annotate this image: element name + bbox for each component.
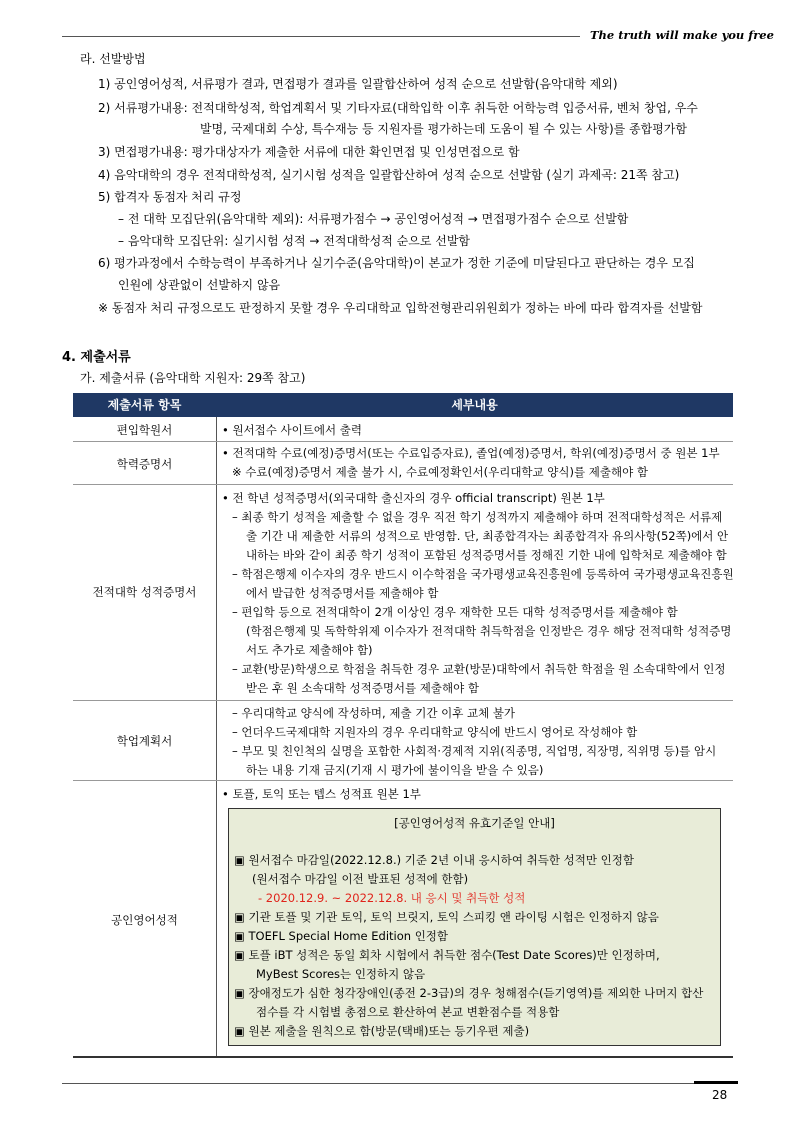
- notice-line: (원서접수 마감일 이전 발표된 성적에 한함): [252, 872, 469, 886]
- notice-line: ▣ 장애정도가 심한 청각장애인(종전 2-3급)의 경우 청해점수(듣기영역)를 제외한 나머지 합산: [234, 986, 704, 1000]
- row-detail: 하는 내용 기재 금지(기재 시 평가에 불이익을 받을 수 있음): [246, 763, 544, 777]
- row-name: 학력증명서: [116, 457, 173, 471]
- row-detail: – 최종 학기 성적을 제출할 수 없을 경우 직전 학기 성적까지 제출해야 하며 전적대학성적은 서류제: [232, 510, 723, 524]
- section-title: 4. 제출서류: [62, 350, 131, 365]
- row-name: 전적대학 성적증명서: [92, 585, 197, 599]
- row-detail: 에서 발급한 성적증명서를 제출해야 함: [246, 586, 439, 600]
- selection-title: 라. 선발방법: [80, 52, 146, 66]
- selection-item: 2) 서류평가내용: 전적대학성적, 학업계획서 및 기타자료(대학입학 이후 취득한 어학능력 입증서류, 벤처 창업, 우수: [98, 101, 698, 115]
- col-header-item: 제출서류 항목: [107, 398, 182, 412]
- row-detail: ※ 수료(예정)증명서 제출 불가 시, 수료예정확인서(우리대학교 양식)를 제출해야 함: [232, 465, 648, 479]
- col-header-detail: 세부내용: [451, 398, 498, 412]
- table-bottom-rule: [73, 1056, 733, 1058]
- row-divider: [73, 484, 733, 485]
- selection-item: 6) 평가과정에서 수학능력이 부족하거나 실기수준(음악대학)이 본교가 정한 기준에 미달된다고 판단하는 경우 모집: [98, 256, 695, 270]
- row-divider: [73, 700, 733, 701]
- row-detail: 출 기간 내 제출한 서류의 성적으로 반영함. 단, 최종합격자는 최종합격자 유의사항(52쪽)에서 안: [246, 529, 729, 543]
- row-detail: – 우리대학교 양식에 작성하며, 제출 기간 이후 교체 불가: [232, 706, 516, 720]
- selection-item: 5) 합격자 동점자 처리 규정: [98, 190, 242, 204]
- notice-line: ▣ 원서접수 마감일(2022.12.8.) 기준 2년 이내 응시하여 취득한 성적만 인정함: [234, 853, 634, 867]
- selection-item: 인원에 상관없이 선발하지 않음: [118, 278, 281, 292]
- row-detail: – 교환(방문)학생으로 학점을 취득한 경우 교환(방문)대학에서 취득한 학점을 원 소속대학에서 인정: [232, 662, 726, 676]
- footer-rule: [62, 1083, 738, 1084]
- notice-line: ▣ 원본 제출을 원칙으로 함(방문(택배)또는 등기우편 제출): [234, 1024, 530, 1038]
- notice-line: ▣ 기관 토플 및 기관 토익, 토익 브릿지, 토익 스피킹 앤 라이팅 시험은 인정하지 않음: [234, 910, 659, 924]
- row-detail: 서도 추가로 제출해야 함): [246, 643, 373, 657]
- row-name: 공인영어성적: [111, 913, 178, 927]
- notice-date-range: - 2020.12.9. ~ 2022.12.8. 내 응시 및 취득한 성적: [258, 891, 526, 905]
- footer-accent-bar: [694, 1081, 738, 1084]
- row-detail: 받은 후 원 소속대학 성적증명서를 제출해야 함: [246, 681, 480, 695]
- notice-line: 점수를 각 시험별 총점으로 환산하여 본교 변환점수를 적용함: [256, 1005, 560, 1019]
- row-divider: [73, 780, 733, 781]
- row-detail: – 부모 및 친인척의 실명을 포함한 사회적·경제적 지위(직종명, 직업명, 직장명, 직위명 등)를 암시: [232, 744, 717, 758]
- row-detail: • 전 학년 성적증명서(외국대학 출신자의 경우 official transcript) 원본 1부: [222, 491, 605, 505]
- row-detail: – 편입학 등으로 전적대학이 2개 이상인 경우 재학한 모든 대학 성적증명서를 제출해야 함: [232, 605, 678, 619]
- notice-title: [공인영어성적 유효기준일 안내]: [394, 816, 555, 830]
- section-subtitle: 가. 제출서류 (음악대학 지원자: 29쪽 참고): [80, 371, 306, 385]
- table-header: [73, 393, 733, 417]
- row-detail: – 학점은행제 이수자의 경우 반드시 이수학점을 국가평생교육진흥원에 등록하여 국가평생교육진흥원: [232, 567, 734, 581]
- selection-item: 1) 공인영어성적, 서류평가 결과, 면접평가 결과를 일괄합산하여 성적 순으로 선발함(음악대학 제외): [98, 77, 618, 91]
- header-rule: [62, 36, 580, 37]
- row-name: 학업계획서: [116, 734, 173, 748]
- selection-item: 발명, 국제대회 수상, 특수재능 등 지원자를 평가하는데 도움이 될 수 있는 사항)를 종합평가함: [200, 122, 687, 136]
- selection-item: 4) 음악대학의 경우 전적대학성적, 실기시험 성적을 일괄합산하여 성적 순으로 선발함 (실기 과제곡: 21쪽 참고): [98, 168, 680, 182]
- column-divider: [216, 417, 217, 1057]
- selection-item: – 음악대학 모집단위: 실기시험 성적 → 전적대학성적 순으로 선발함: [118, 234, 471, 248]
- page-number: 28: [712, 1088, 728, 1102]
- selection-item: 3) 면접평가내용: 평가대상자가 제출한 서류에 대한 확인면접 및 인성면접으로 함: [98, 145, 520, 159]
- notice-line: ▣ TOEFL Special Home Edition 인정함: [234, 929, 449, 943]
- row-detail: • 원서접수 사이트에서 출력: [222, 423, 362, 437]
- selection-note: ※ 동점자 처리 규정으로도 판정하지 못할 경우 우리대학교 입학전형관리위원회가 정하는 바에 따라 합격자를 선발함: [98, 301, 703, 315]
- notice-line: MyBest Scores는 인정하지 않음: [256, 967, 426, 981]
- header-motto: The truth will make you free: [590, 28, 774, 42]
- row-detail: • 토플, 토익 또는 텝스 성적표 원본 1부: [222, 787, 421, 801]
- notice-line: ▣ 토플 iBT 성적은 동일 회차 시험에서 취득한 점수(Test Date Scores)만 인정하며,: [234, 948, 660, 962]
- row-detail: • 전적대학 수료(예정)증명서(또는 수료입증자료), 졸업(예정)증명서, 학위(예정)증명서 중 원본 1부: [222, 446, 720, 460]
- row-detail: 내하는 바와 같이 최종 학기 성적이 포함된 성적증명서를 정해진 기한 내에 입학처로 제출해야 함: [246, 548, 727, 562]
- row-divider: [73, 441, 733, 442]
- row-detail: (학점은행제 및 독학학위제 이수자가 전적대학 취득학점을 인정받은 경우 해당 전적대학 성적증명: [246, 624, 732, 638]
- row-name: 편입학원서: [116, 423, 173, 437]
- row-detail: – 언더우드국제대학 지원자의 경우 우리대학교 양식에 반드시 영어로 작성해야 함: [232, 725, 638, 739]
- selection-item: – 전 대학 모집단위(음악대학 제외): 서류평가점수 → 공인영어성적 → 면접평가점수 순으로 선발함: [118, 212, 629, 226]
